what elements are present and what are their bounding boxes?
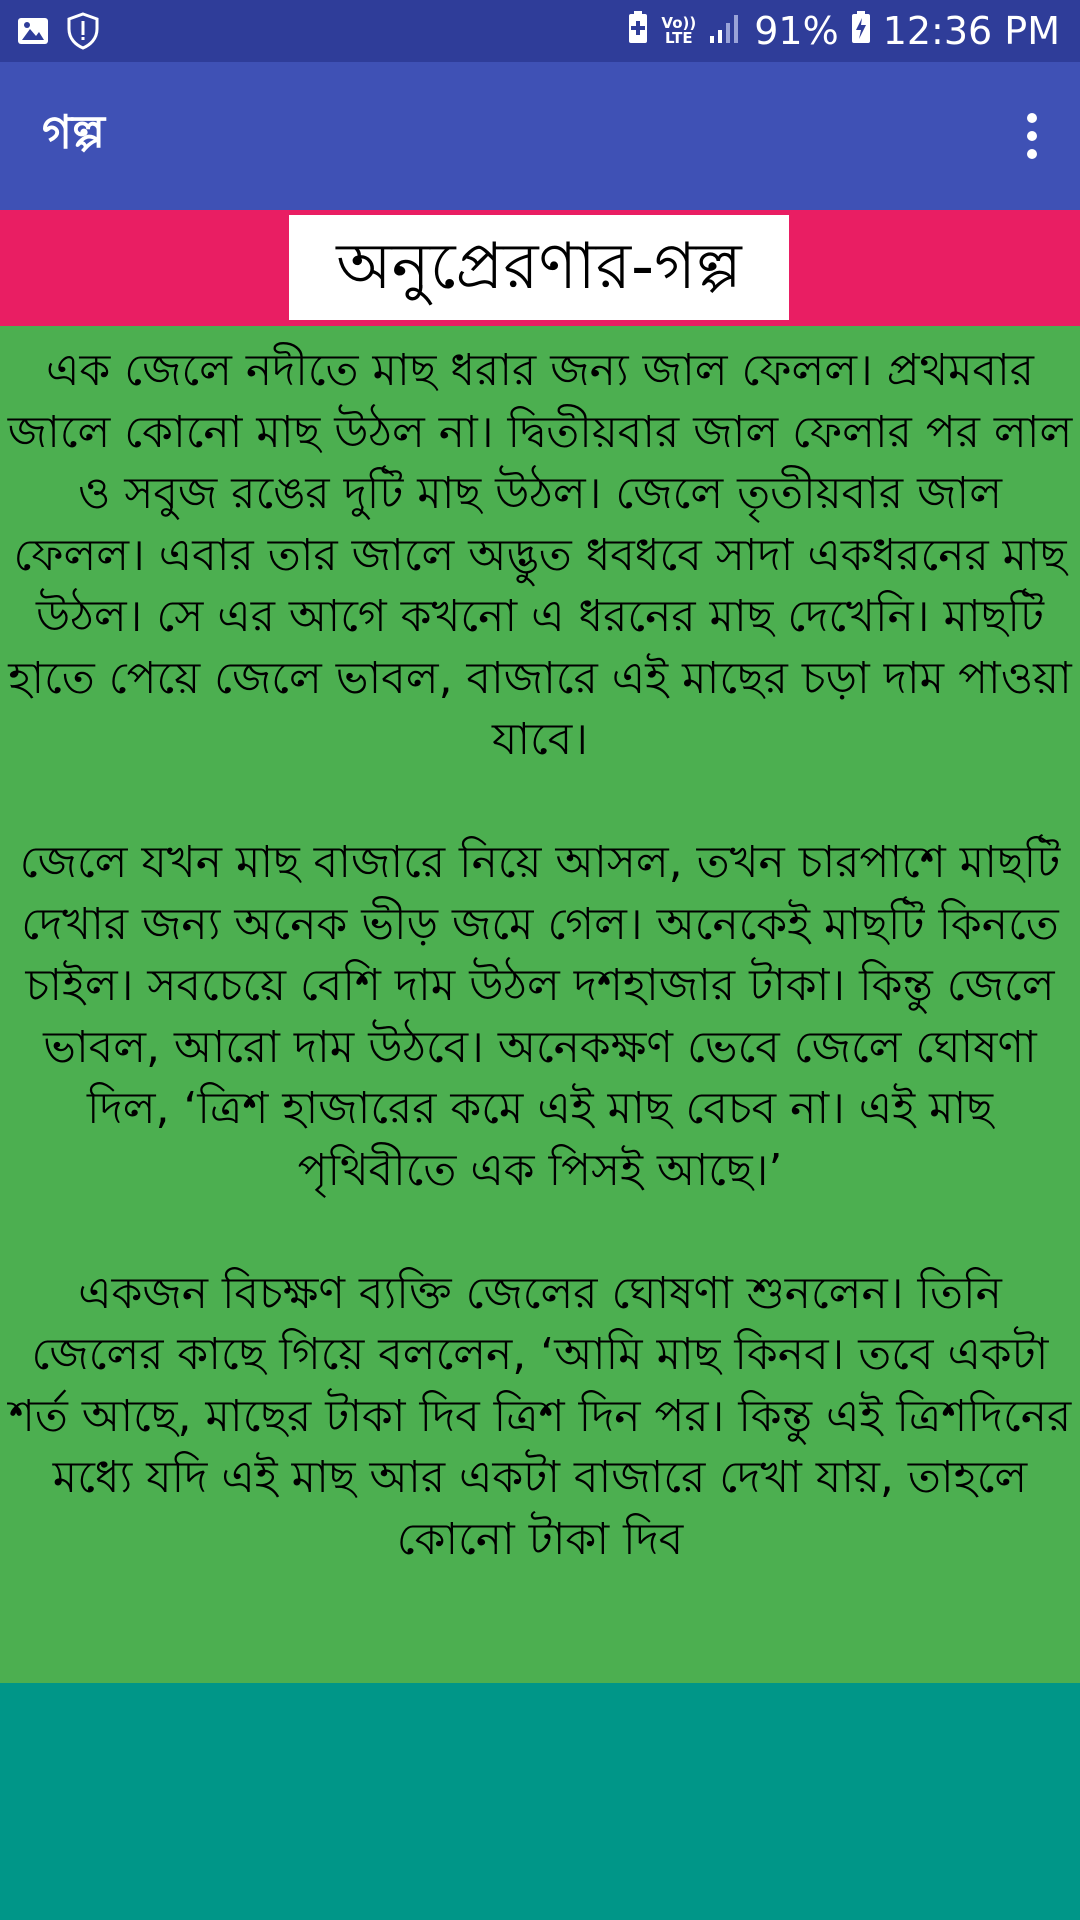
app-title: গল্প bbox=[42, 105, 105, 159]
volte-label: Vo)) bbox=[661, 14, 697, 32]
story-scroll-area[interactable] bbox=[0, 326, 1080, 1683]
overflow-menu-icon-dot bbox=[1027, 149, 1037, 159]
story-paragraph-3: একজন বিচক্ষণ ব্যক্তি জেলের ঘোষণা শুনলেন। তিনি জেলের কাছে গিয়ে বললেন, ‘আমি মাছ কিনব। তবে একটা শর্ত আছে, মাছের টাকা দিব ত্রিশ দিন পর। কিন্তু এই ত্রিশদিনের মধ্যে যদি এই মাছ আর একটা বাজারে দেখা যায়, তাহলে কোনো টাকা দিব bbox=[8, 1267, 1072, 1565]
story-paragraph-2: জেলে যখন মাছ বাজারে নিয়ে আসল, তখন চারপাশে মাছটি দেখার জন্য অনেক ভীড় জমে গেল। অনেকেই মাছটি কিনতে চাইল। সবচেয়ে বেশি দাম উঠল দশহাজার টাকা। কিন্তু জেলে ভাবল, আরো দাম উঠবে। অনেকক্ষণ ভেবে জেলে ঘোষণা দিল, ‘ত্রিশ হাজারের কমে এই মাছ বেচব না। এই মাছ পৃথিবীতে এক পিসই আছে।’ bbox=[19, 837, 1061, 1196]
overflow-menu-icon-dot bbox=[1027, 131, 1037, 141]
volte-icon bbox=[661, 16, 696, 46]
battery-percent: 91% bbox=[754, 9, 839, 53]
status-bar bbox=[0, 0, 1080, 62]
story-header-band bbox=[0, 210, 1080, 326]
overflow-menu-icon bbox=[1027, 113, 1037, 123]
bottom-panel bbox=[0, 1683, 1080, 1920]
app-bar bbox=[0, 62, 1080, 210]
story-text bbox=[0, 326, 1080, 1570]
status-right-area bbox=[627, 6, 1060, 56]
network-type-label: LTE bbox=[665, 29, 693, 47]
image-icon bbox=[16, 14, 50, 52]
status-left-icons bbox=[16, 12, 100, 54]
battery-saver-icon bbox=[627, 9, 649, 53]
clock: 12:36 PM bbox=[882, 9, 1060, 53]
signal-icon bbox=[708, 9, 742, 53]
overflow-menu-button[interactable] bbox=[1000, 98, 1064, 174]
shield-alert-icon bbox=[66, 12, 100, 54]
battery-icon bbox=[851, 9, 871, 53]
story-paragraph-1: এক জেলে নদীতে মাছ ধরার জন্য জাল ফেলল। প্রথমবার জালে কোনো মাছ উঠল না। দ্বিতীয়বার জাল ফেলার পর লাল ও সবুজ রঙের দুটি মাছ উঠল। জেলে তৃতীয়বার জাল ফেলল। এবার তার জালে অদ্ভুত ধবধবে সাদা একধরনের মাছ উঠল। সে এর আগে কখনো এ ধরনের মাছ দেখেনি। মাছটি হাতে পেয়ে জেলে ভাবল, বাজারে এই মাছের চড়া দাম পাওয়া যাবে। bbox=[7, 345, 1073, 765]
story-heading: অনুপ্রেরণার-গল্প bbox=[289, 215, 789, 320]
